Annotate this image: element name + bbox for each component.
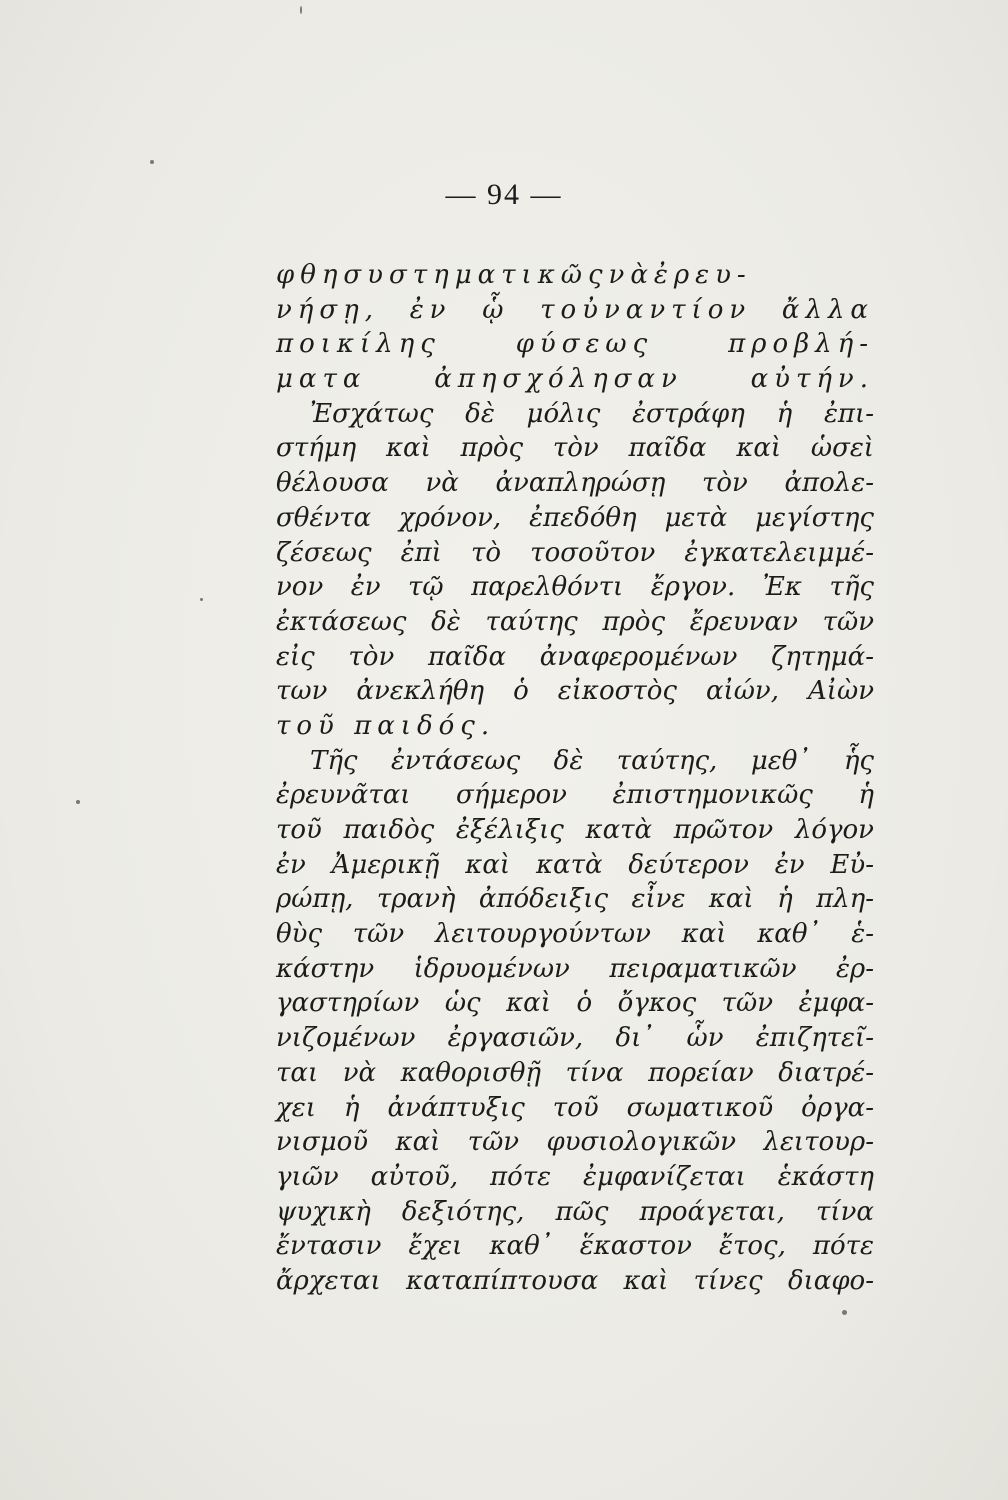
- page-number: — 94 —: [445, 178, 563, 211]
- text-line: νιζομένων ἐργασιῶν, δι᾽ ὧν ἐπιζητεῖ-: [276, 1023, 874, 1054]
- text-line: ψυχικὴ δεξιότης, πῶς προάγεται, τίνα: [276, 1196, 874, 1227]
- text-line: φθησυστηματικῶςνὰἐρευ-: [276, 260, 752, 290]
- text-line: Ἐσχάτως δὲ μόλις ἐστράφη ἡ ἐπι-: [310, 398, 874, 429]
- text-line: θέλουσα νὰ ἀναπληρώσῃ τὸν ἀπολε-: [276, 468, 874, 499]
- text-line: ἄρχεται καταπίπτουσα καὶ τίνες διαφο-: [276, 1265, 874, 1296]
- text-line: γιῶν αὐτοῦ, πότε ἐμφανίζεται ἑκάστη: [276, 1161, 874, 1192]
- text-line: τοῦ παιδός.: [276, 710, 496, 741]
- text-line: τοῦ παιδὸς ἐξέλιξις κατὰ πρῶτον λόγον: [276, 815, 874, 845]
- text-line: ἐρευνᾶται σήμερον ἐπιστημονικῶς ἡ: [276, 780, 874, 811]
- text-line: των ἀνεκλήθη ὁ εἰκοστὸς αἰών, Αἰὼν: [276, 676, 874, 707]
- text-line: νήσῃ, ἐν ᾧ τοὐναντίον ἄλλα: [276, 294, 874, 325]
- text-line: γαστηρίων ὡς καὶ ὁ ὄγκος τῶν ἐμφα-: [276, 988, 874, 1019]
- text-line: ἐκτάσεως δὲ ταύτης πρὸς ἔρευναν τῶν: [276, 606, 874, 637]
- text-line: Τῆς ἐντάσεως δὲ ταύτης, μεθ᾽ ἧς: [310, 745, 874, 776]
- text-line: ρώπῃ, τρανὴ ἀπόδειξις εἶνε καὶ ἡ πλη-: [276, 884, 874, 915]
- text-line: ποικίλης φύσεως προβλή-: [276, 329, 874, 360]
- print-speck: [76, 800, 80, 804]
- text-line: χει ἡ ἀνάπτυξις τοῦ σωματικοῦ ὀργα-: [276, 1092, 874, 1123]
- text-line: στήμη καὶ πρὸς τὸν παῖδα καὶ ὡσεὶ: [276, 433, 874, 464]
- text-line: ται νὰ καθορισθῇ τίνα πορείαν διατρέ-: [276, 1057, 874, 1088]
- print-speck: [150, 160, 154, 164]
- body-text: [276, 258, 874, 1299]
- text-line: ζέσεως ἐπὶ τὸ τοσοῦτον ἐγκατελειμμέ-: [276, 537, 874, 568]
- text-line: ἐν Ἀμερικῇ καὶ κατὰ δεύτερον ἐν Εὐ-: [276, 849, 874, 880]
- text-line: κάστην ἱδρυομένων πειραματικῶν ἐρ-: [276, 953, 874, 984]
- text-line: εἰς τὸν παῖδα ἀναφερομένων ζητημά-: [276, 641, 874, 672]
- text-line: ἔντασιν ἔχει καθ᾽ ἕκαστον ἔτος, πότε: [276, 1231, 874, 1262]
- text-line: θὺς τῶν λειτουργούντων καὶ καθ᾽ ἑ-: [276, 919, 874, 950]
- text-line: σθέντα χρόνον, ἐπεδόθη μετὰ μεγίστης: [276, 502, 874, 533]
- text-line: νισμοῦ καὶ τῶν φυσιολογικῶν λειτουρ-: [276, 1127, 874, 1158]
- print-speck: [200, 598, 203, 601]
- text-line: νον ἐν τῷ παρελθόντι ἔργον. Ἐκ τῆς: [276, 572, 874, 603]
- print-speck: [300, 6, 302, 14]
- text-line: ματα ἀπησχόλησαν αὐτήν.: [276, 364, 874, 395]
- print-speck: [842, 1310, 847, 1315]
